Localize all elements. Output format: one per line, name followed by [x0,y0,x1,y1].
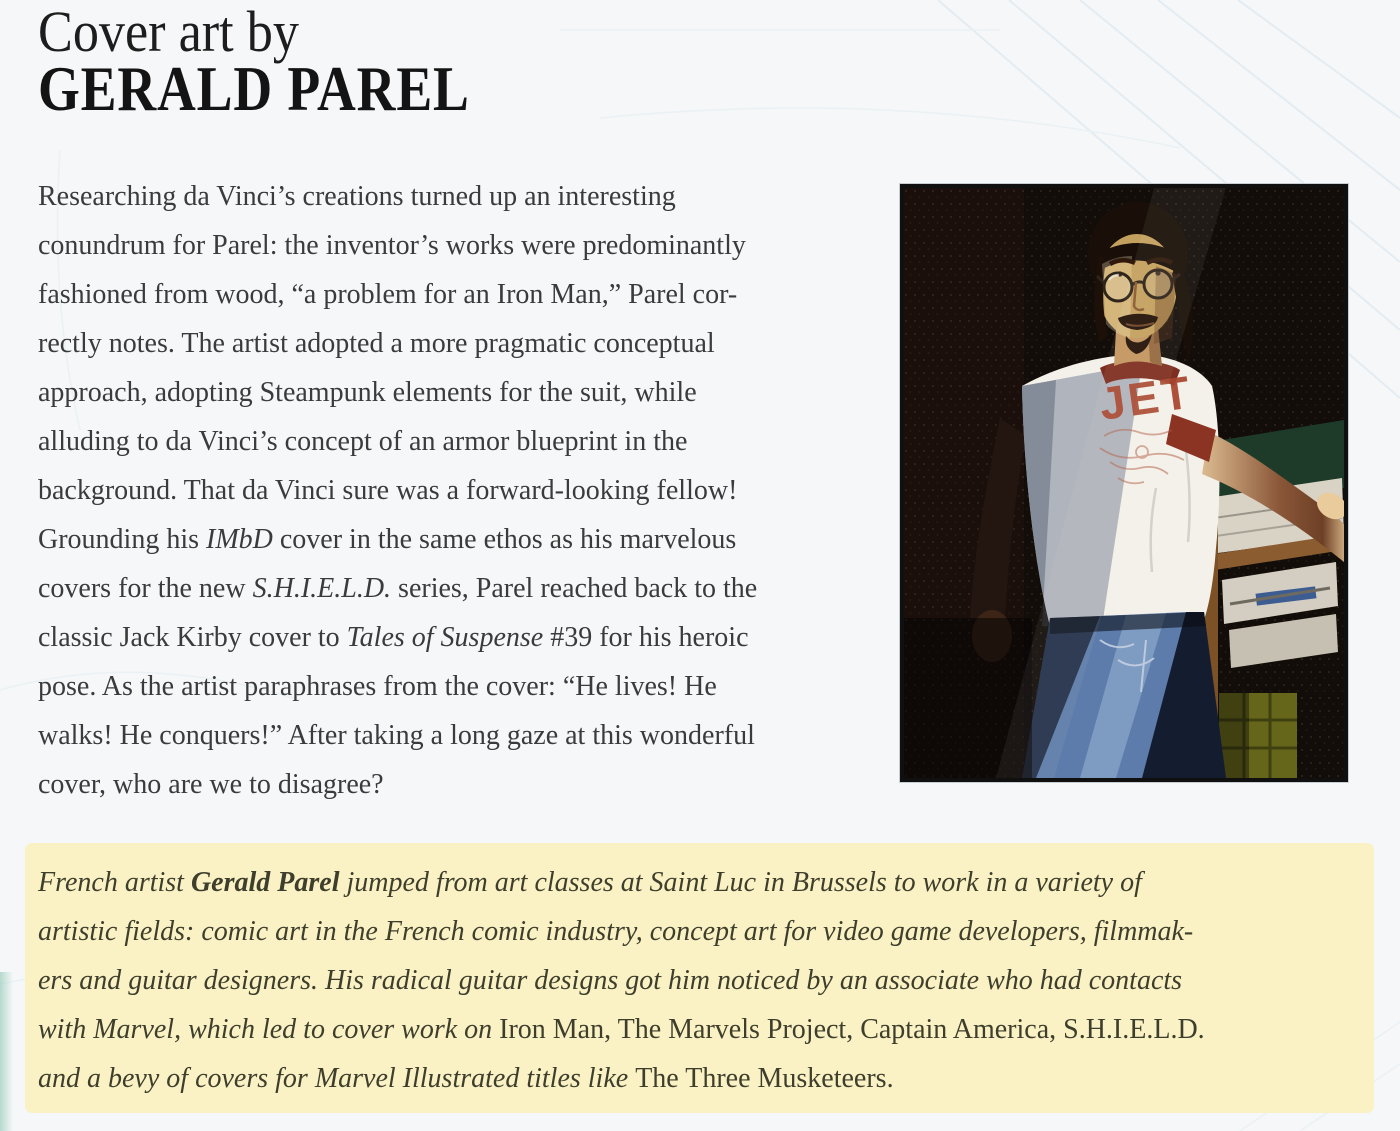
text-line [38,466,878,515]
header-kicker: Cover art by [38,0,299,64]
text-line [38,1054,1354,1103]
text-segment: artistic fields: comic art in the French comic industry, concept art for video game developers, filmmak- [38,916,1194,947]
text-segment: walks! He conquers!” After taking a long gaze at this wonderful [38,720,755,751]
crate [1219,693,1297,778]
text-segment: rectly notes. The artist adopted a more pragmatic conceptual [38,328,715,359]
text-segment: alluding to da Vinci’s concept of an armor blueprint in the [38,426,688,457]
text-line [38,515,878,564]
text-line [38,1005,1354,1054]
text-segment: approach, adopting Steampunk elements for the suit, while [38,377,697,408]
text-segment: cover in the same ethos as his marvelous [272,524,737,555]
text-segment: Researching da Vinci’s creations turned up an interesting [38,181,676,212]
text-segment: background. That da Vinci sure was a forward-looking fellow! [38,475,738,506]
text-segment: conundrum for Parel: the inventor’s works were predominantly [38,230,746,261]
text-segment: covers for the new [38,573,253,604]
text-line [38,907,1354,956]
text-line [38,319,878,368]
text-line [38,564,878,613]
text-segment: IMbD [206,524,273,555]
text-segment: Grounding his [38,524,206,555]
text-segment: pose. As the artist paraphrases from the cover: “He lives! He [38,671,717,702]
text-line [38,956,1354,1005]
article-body [38,172,878,809]
text-line [38,368,878,417]
text-line [38,858,1354,907]
text-segment: with Marvel, which led to cover work on [38,1014,500,1045]
text-line [38,711,878,760]
text-line [38,662,878,711]
text-segment: The Three Musketeers. [635,1063,894,1094]
text-line [38,417,878,466]
text-segment: cover, who are we to disagree? [38,769,384,800]
artist-photo-illustration [904,188,1344,778]
text-segment: classic Jack Kirby cover to [38,622,347,653]
text-line [38,172,878,221]
text-segment: jumped from art classes at Saint Luc in Brussels to work in a variety of [339,867,1142,898]
page-edge-tint [0,972,13,1131]
text-segment: series, Parel reached back to the [391,573,758,604]
text-line [38,613,878,662]
artist-name-title: GERALD PAREL [38,53,470,124]
text-line [38,760,878,809]
text-segment: S.H.I.E.L.D. [252,573,392,604]
text-segment: Tales of Suspense [346,622,544,653]
text-segment: ers and guitar designers. His radical guitar designs got him noticed by an associate who had contacts [38,965,1183,996]
text-line [38,221,878,270]
text-segment: #39 for his heroic [543,622,749,653]
text-segment: French artist [38,867,191,898]
text-segment: and a bevy of covers for Marvel Illustrated titles like [38,1063,636,1094]
text-segment: Iron Man, The Marvels Project, Captain America, S.H.I.E.L.D. [499,1014,1205,1045]
text-line [38,270,878,319]
bio-callout [25,843,1374,1113]
text-segment: fashioned from wood, “a problem for an Iron Man,” Parel cor- [38,279,738,310]
text-segment: Gerald Parel [190,867,340,898]
artist-photo [900,184,1348,782]
